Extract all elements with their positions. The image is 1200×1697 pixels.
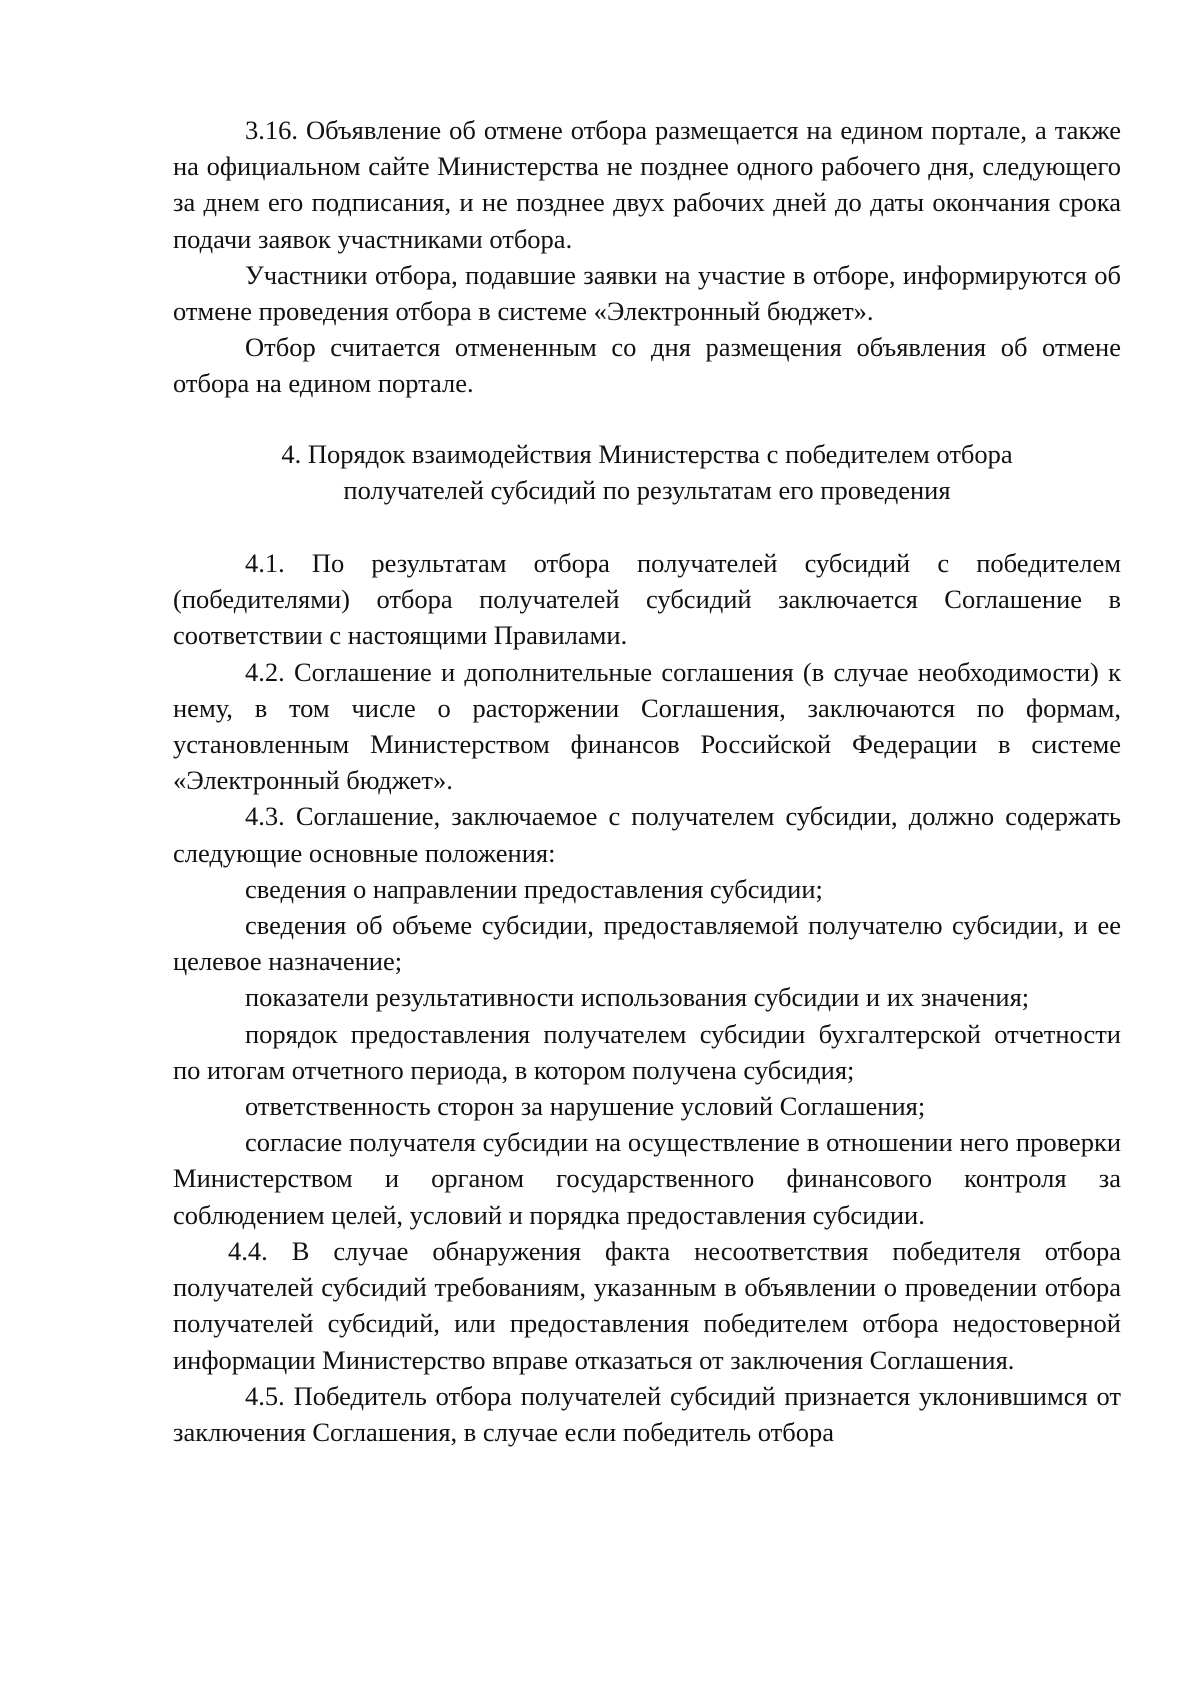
- list-item-responsibility: ответственность сторон за нарушение условий Соглашения;: [245, 1091, 926, 1122]
- paragraph-selection-cancelled: Отбор считается отмененным со дня размещения объявления об отмене отбора на едином портале.: [173, 332, 1121, 399]
- paragraph-4-4: 4.4. В случае обнаружения факта несоответствия победителя отбора получателей субсидий требованиям, указанным в объявлении о проведении отбора получателей субсидий, или предоставления победителем отбора недостоверной информации Министерство вправе отказаться от заключения Соглашения.: [173, 1235, 1121, 1375]
- list-item-indicators: показатели результативности использования субсидии и их значения;: [245, 982, 1030, 1013]
- paragraph-3-16: 3.16. Объявление об отмене отбора размещается на едином портале, а также на официальном сайте Министерства не позднее одного рабочего дня, следующего за днем его подписания, и не позднее двух рабочих дней до даты окончания срока подачи заявок участниками отбора.: [173, 115, 1121, 254]
- document-page: [173, 112, 1121, 1450]
- paragraph-4-1: 4.1. По результатам отбора получателей субсидий с победителем (победителями) отбора получателей субсидий заключается Соглашение в соответствии с настоящими Правилами.: [173, 548, 1121, 651]
- paragraph-4-2: 4.2. Соглашение и дополнительные соглашения (в случае необходимости) к нему, в том числе о расторжении Соглашения, заключаются по формам, установленным Министерством финансов Российской Федерации в системе «Электронный бюджет».: [173, 656, 1121, 796]
- section-4-heading-line-1: 4. Порядок взаимодействия Министерства с победителем отбора: [281, 438, 1013, 469]
- list-item-direction: сведения о направлении предоставления субсидии;: [245, 873, 823, 904]
- section-4-heading-line-2: получателей субсидий по результатам его проведения: [343, 474, 951, 505]
- section-4-heading: [173, 402, 1121, 545]
- paragraph-participants-informed: Участники отбора, подавшие заявки на участие в отборе, информируются об отмене проведения отбора в системе «Электронный бюджет».: [173, 259, 1121, 327]
- paragraph-4-5: 4.5. Победитель отбора получателей субсидий признается уклонившимся от заключения Соглашения, в случае если победитель отбора: [173, 1380, 1121, 1447]
- list-item-volume: сведения об объеме субсидии, предоставляемой получателю субсидии, и ее целевое назначение;: [173, 910, 1121, 977]
- paragraph-4-3: 4.3. Соглашение, заключаемое с получателем субсидии, должно содержать следующие основные положения:: [173, 801, 1121, 868]
- list-item-reporting: порядок предоставления получателем субсидии бухгалтерской отчетности по итогам отчетного периода, в котором получена субсидия;: [173, 1018, 1121, 1085]
- list-item-consent: согласие получателя субсидии на осуществление в отношении него проверки Министерством и органом государственного финансового контроля за соблюдением целей, условий и порядка предоставления субсидии.: [173, 1127, 1121, 1230]
